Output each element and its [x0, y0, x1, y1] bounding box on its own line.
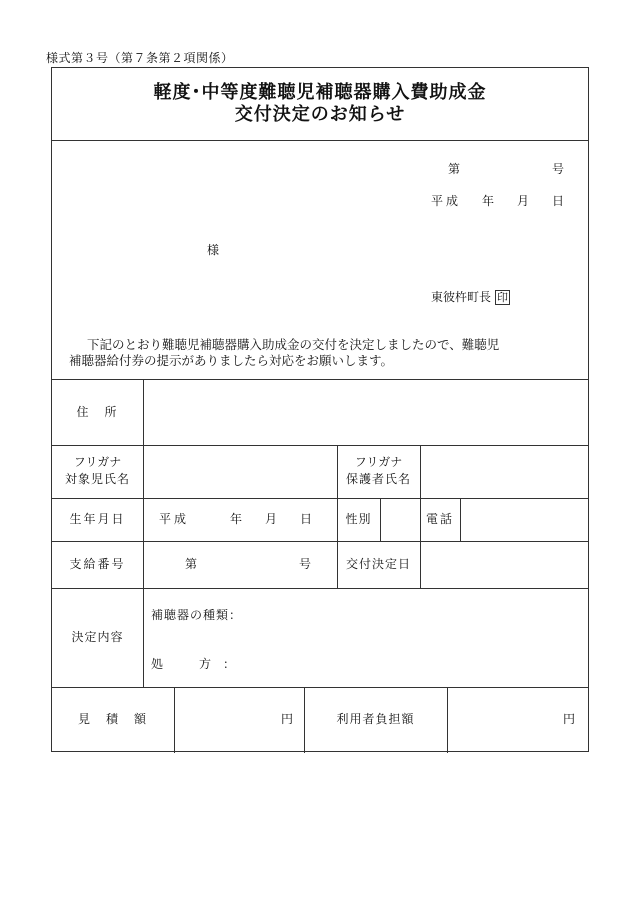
prescription-label: 処 方 ： [151, 657, 236, 671]
title-line2: 交付決定のお知らせ [234, 104, 406, 125]
phone-value-line [460, 498, 461, 541]
user-burden-label: 利用者負担額 [336, 712, 415, 726]
birth-day: 日 [300, 512, 313, 526]
notice-body-line1: 下記のとおり難聴児補聴器購入助成金の交付を決定しましたので、難聴児 [87, 337, 500, 352]
phone-label: 電話 [426, 512, 455, 526]
decision-label: 決定内容 [71, 630, 124, 644]
user-burden-unit: 円 [563, 712, 576, 726]
label-column-line [143, 379, 144, 687]
number-prefix: 第 [448, 162, 461, 176]
form-frame [51, 67, 589, 752]
divider-names [52, 498, 588, 499]
divider-decision [52, 687, 588, 688]
payment-number-prefix: 第 [185, 557, 198, 571]
divider-title [52, 140, 588, 141]
divider-birth [52, 541, 588, 542]
estimate-label-line [174, 687, 175, 753]
date-era: 平成 [431, 194, 462, 208]
gender-value-line [380, 498, 381, 541]
divider-address [52, 445, 588, 446]
child-furigana-label: フリガナ [73, 455, 122, 469]
date-month: 月 [517, 194, 530, 208]
guardian-furigana-label: フリガナ [354, 455, 403, 469]
device-type-label: 補聴器の種類： [151, 608, 243, 622]
decision-date-label: 交付決定日 [345, 557, 411, 571]
divider-payment [52, 588, 588, 589]
guardian-name-label: 保護者氏名 [345, 472, 411, 486]
seal-mark: 印 [497, 291, 509, 304]
birth-era: 平成 [159, 512, 190, 526]
issuer [431, 290, 510, 305]
date-day: 日 [552, 194, 565, 208]
estimate-label: 見 積 額 [77, 712, 148, 726]
birth-month: 月 [265, 512, 278, 526]
payment-number-label: 支給番号 [69, 557, 126, 571]
birth-year: 年 [230, 512, 243, 526]
date-year: 年 [482, 194, 495, 208]
payment-number-suffix: 号 [299, 557, 312, 571]
birthdate-label: 生年月日 [69, 512, 126, 526]
child-name-label: 対象児氏名 [64, 472, 130, 486]
number-suffix: 号 [552, 162, 565, 176]
title-line1: 軽度･中等度難聴児補聴器購入費助成金 [153, 82, 487, 103]
burden-label-line [447, 687, 448, 753]
address-label: 住 所 [76, 405, 119, 419]
notice-body-line2: 補聴器給付券の提示がありましたら対応をお願いします。 [69, 353, 394, 368]
issuer-name: 東彼杵町長 [431, 290, 492, 304]
divider-notice [52, 379, 588, 380]
addressee-suffix: 様 [207, 243, 220, 257]
estimate-unit: 円 [281, 712, 294, 726]
gender-label: 性別 [345, 512, 372, 526]
form-label: 様式第３号（第７条第２項関係） [46, 51, 234, 65]
right-label-column-line [420, 445, 421, 588]
